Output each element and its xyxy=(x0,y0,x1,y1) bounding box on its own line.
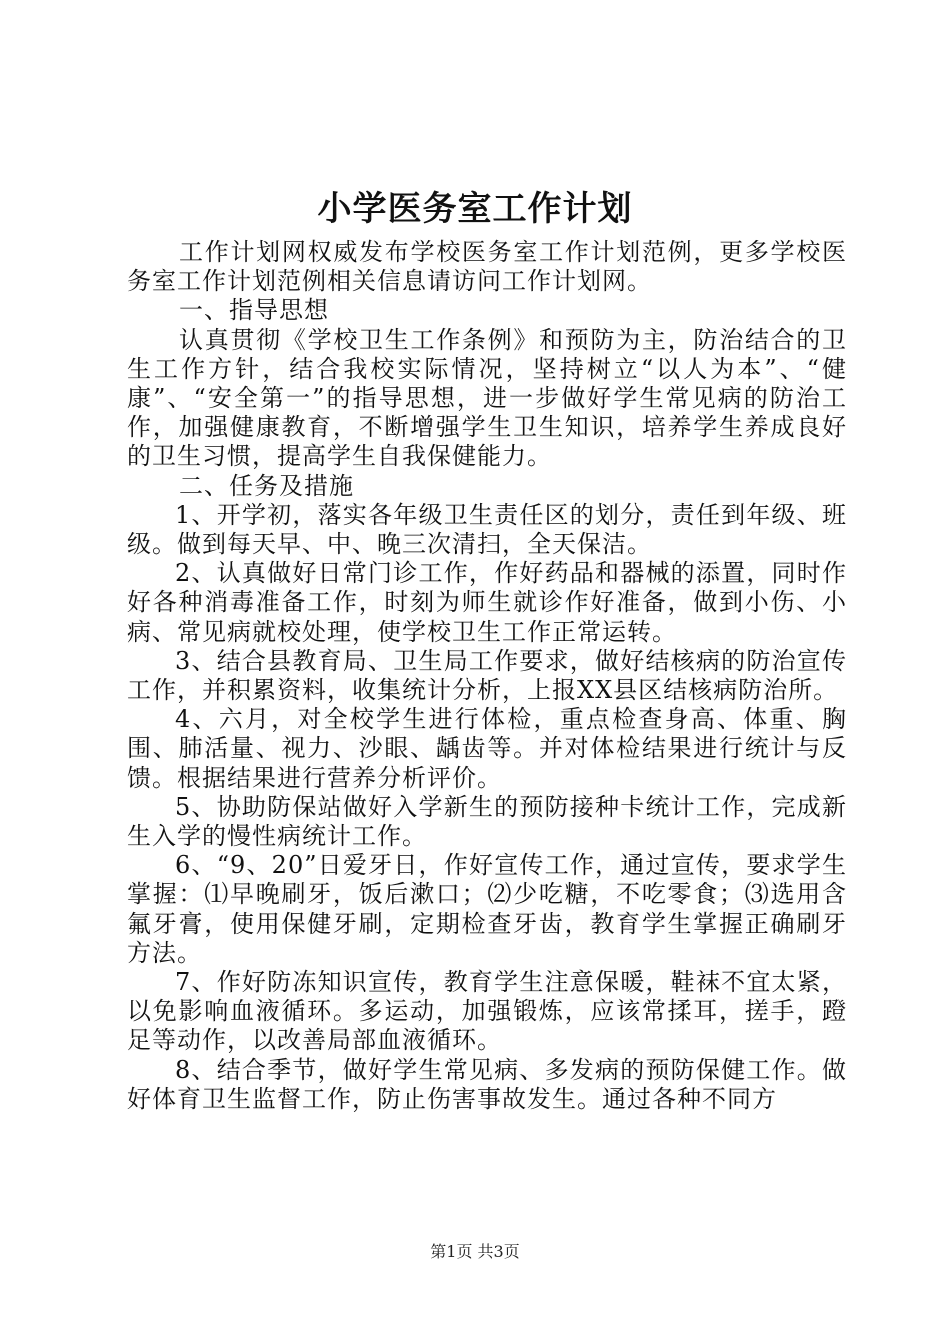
document-title: 小学医务室工作计划 xyxy=(317,189,633,229)
task-item-1: 1、开学初，落实各年级卫生责任区的划分，责任到年级、班级。做到每天早、中、晚三次清扫，全天保洁。 xyxy=(127,500,847,559)
task-item-3: 3、结合县教育局、卫生局工作要求，做好结核病的防治宣传工作，并积累资料，收集统计分析，上报XX县区结核病防治所。 xyxy=(127,646,847,705)
task-item-4: 4、六月，对全校学生进行体检，重点检查身高、体重、胸围、肺活量、视力、沙眼、龋齿等。并对体检结果进行统计与反馈。根据结果进行营养分析评价。 xyxy=(127,705,847,792)
intro-paragraph: 工作计划网权威发布学校医务室工作计划范例，更多学校医务室工作计划范例相关信息请访问工作计划网。 xyxy=(127,238,847,296)
section-heading-tasks: 二、任务及措施 xyxy=(179,471,354,500)
document-body xyxy=(127,238,847,1114)
task-item-7: 7、作好防冻知识宣传，教育学生注意保暖，鞋袜不宜太紧，以免影响血液循环。多运动，加强锻炼，应该常揉耳，搓手，蹬足等动作，以改善局部血液循环。 xyxy=(127,968,847,1055)
task-item-6: 6、“9、20”日爱牙日，作好宣传工作，通过宣传，要求学生掌握：⑴早晚刷牙，饭后漱口；⑵少吃糖，不吃零食；⑶选用含氟牙膏，使用保健牙刷，定期检查牙齿，教育学生掌握正确刷牙方法。 xyxy=(127,851,847,967)
task-item-2: 2、认真做好日常门诊工作，作好药品和器械的添置，同时作好各种消毒准备工作，时刻为师生就诊作好准备，做到小伤、小病、常见病就校处理，使学校卫生工作正常运转。 xyxy=(127,559,847,646)
page-number-footer: 第1页 共3页 xyxy=(430,1242,520,1261)
task-item-5: 5、协助防保站做好入学新生的预防接种卡统计工作，完成新生入学的慢性病统计工作。 xyxy=(127,792,847,851)
section-heading-guiding-thought: 一、指导思想 xyxy=(179,296,329,325)
task-item-8: 8、结合季节，做好学生常见病、多发病的预防保健工作。做好体育卫生监督工作，防止伤害事故发生。通过各种不同方 xyxy=(127,1055,847,1113)
guiding-thought-paragraph: 认真贯彻《学校卫生工作条例》和预防为主，防治结合的卫生工作方针，结合我校实际情况，坚持树立“以人为本”、“健康”、“安全第一”的指导思想，进一步做好学生常见病的防治工作，加强健康教育，不断增强学生卫生知识，培养学生养成良好的卫生习惯，提高学生自我保健能力。 xyxy=(127,325,847,471)
